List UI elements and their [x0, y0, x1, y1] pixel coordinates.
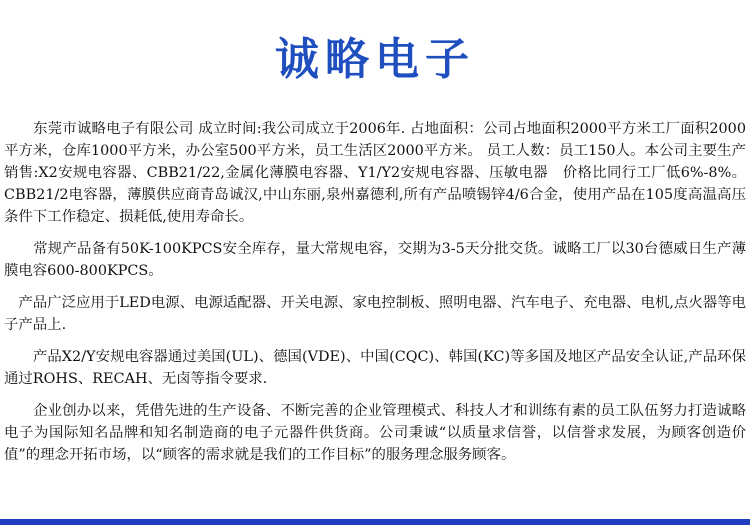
- company-description: [4, 118, 746, 476]
- page-title: 诚略电子: [275, 34, 475, 85]
- paragraph-applications: 产品广泛应用于LED电源、电源适配器、开关电源、家电控制板、照明电器、汽车电子、充电器、电机,点火器等电子产品上.: [4, 295, 746, 333]
- paragraph-company-overview: 东莞市诚略电子有限公司 成立时间:我公司成立于2006年. 占地面积：公司占地面积2000平方米工厂面积2000平方米，仓库1000平方米，办公室500平方米，员工生活区2000平方米。 员工人数：员工150人。本公司主要生产销售:X2安规电容器、CBB21/22,金属化薄膜电容器、Y1/Y2安规电容器、压敏电器 价格比同行工厂低6%-8%。CBB21/2电容器，薄膜供应商青岛诚汉,中山东丽,泉州嘉德利,所有产品喷锡锌4/6合金，使用产品在105度高温高压条件下工作稳定、损耗低,使用寿命长。: [4, 121, 746, 225]
- paragraph-philosophy: 企业创办以来，凭借先进的生产设备、不断完善的企业管理模式、科技人才和训练有素的员工队伍努力打造诚略电子为国际知名品牌和知名制造商的电子元器件供货商。公司秉诚“以质量求信誉，以信誉求发展，为顾客创造价值”的理念开拓市场，以“顾客的需求就是我们的工作目标”的服务理念服务顾客。: [4, 403, 746, 463]
- paragraph-inventory: 常规产品备有50K-100KPCS安全库存，量大常规电容，交期为3-5天分批交货。诚略工厂以30台德威日生产薄膜电容600-800KPCS。: [4, 241, 746, 279]
- bottom-divider: [0, 519, 750, 525]
- paragraph-certifications: 产品X2/Y安规电容器通过美国(UL)、德国(VDE)、中国(CQC)、韩国(KC)等多国及地区产品安全认证,产品环保通过ROHS、RECAH、无卤等指令要求.: [4, 349, 746, 387]
